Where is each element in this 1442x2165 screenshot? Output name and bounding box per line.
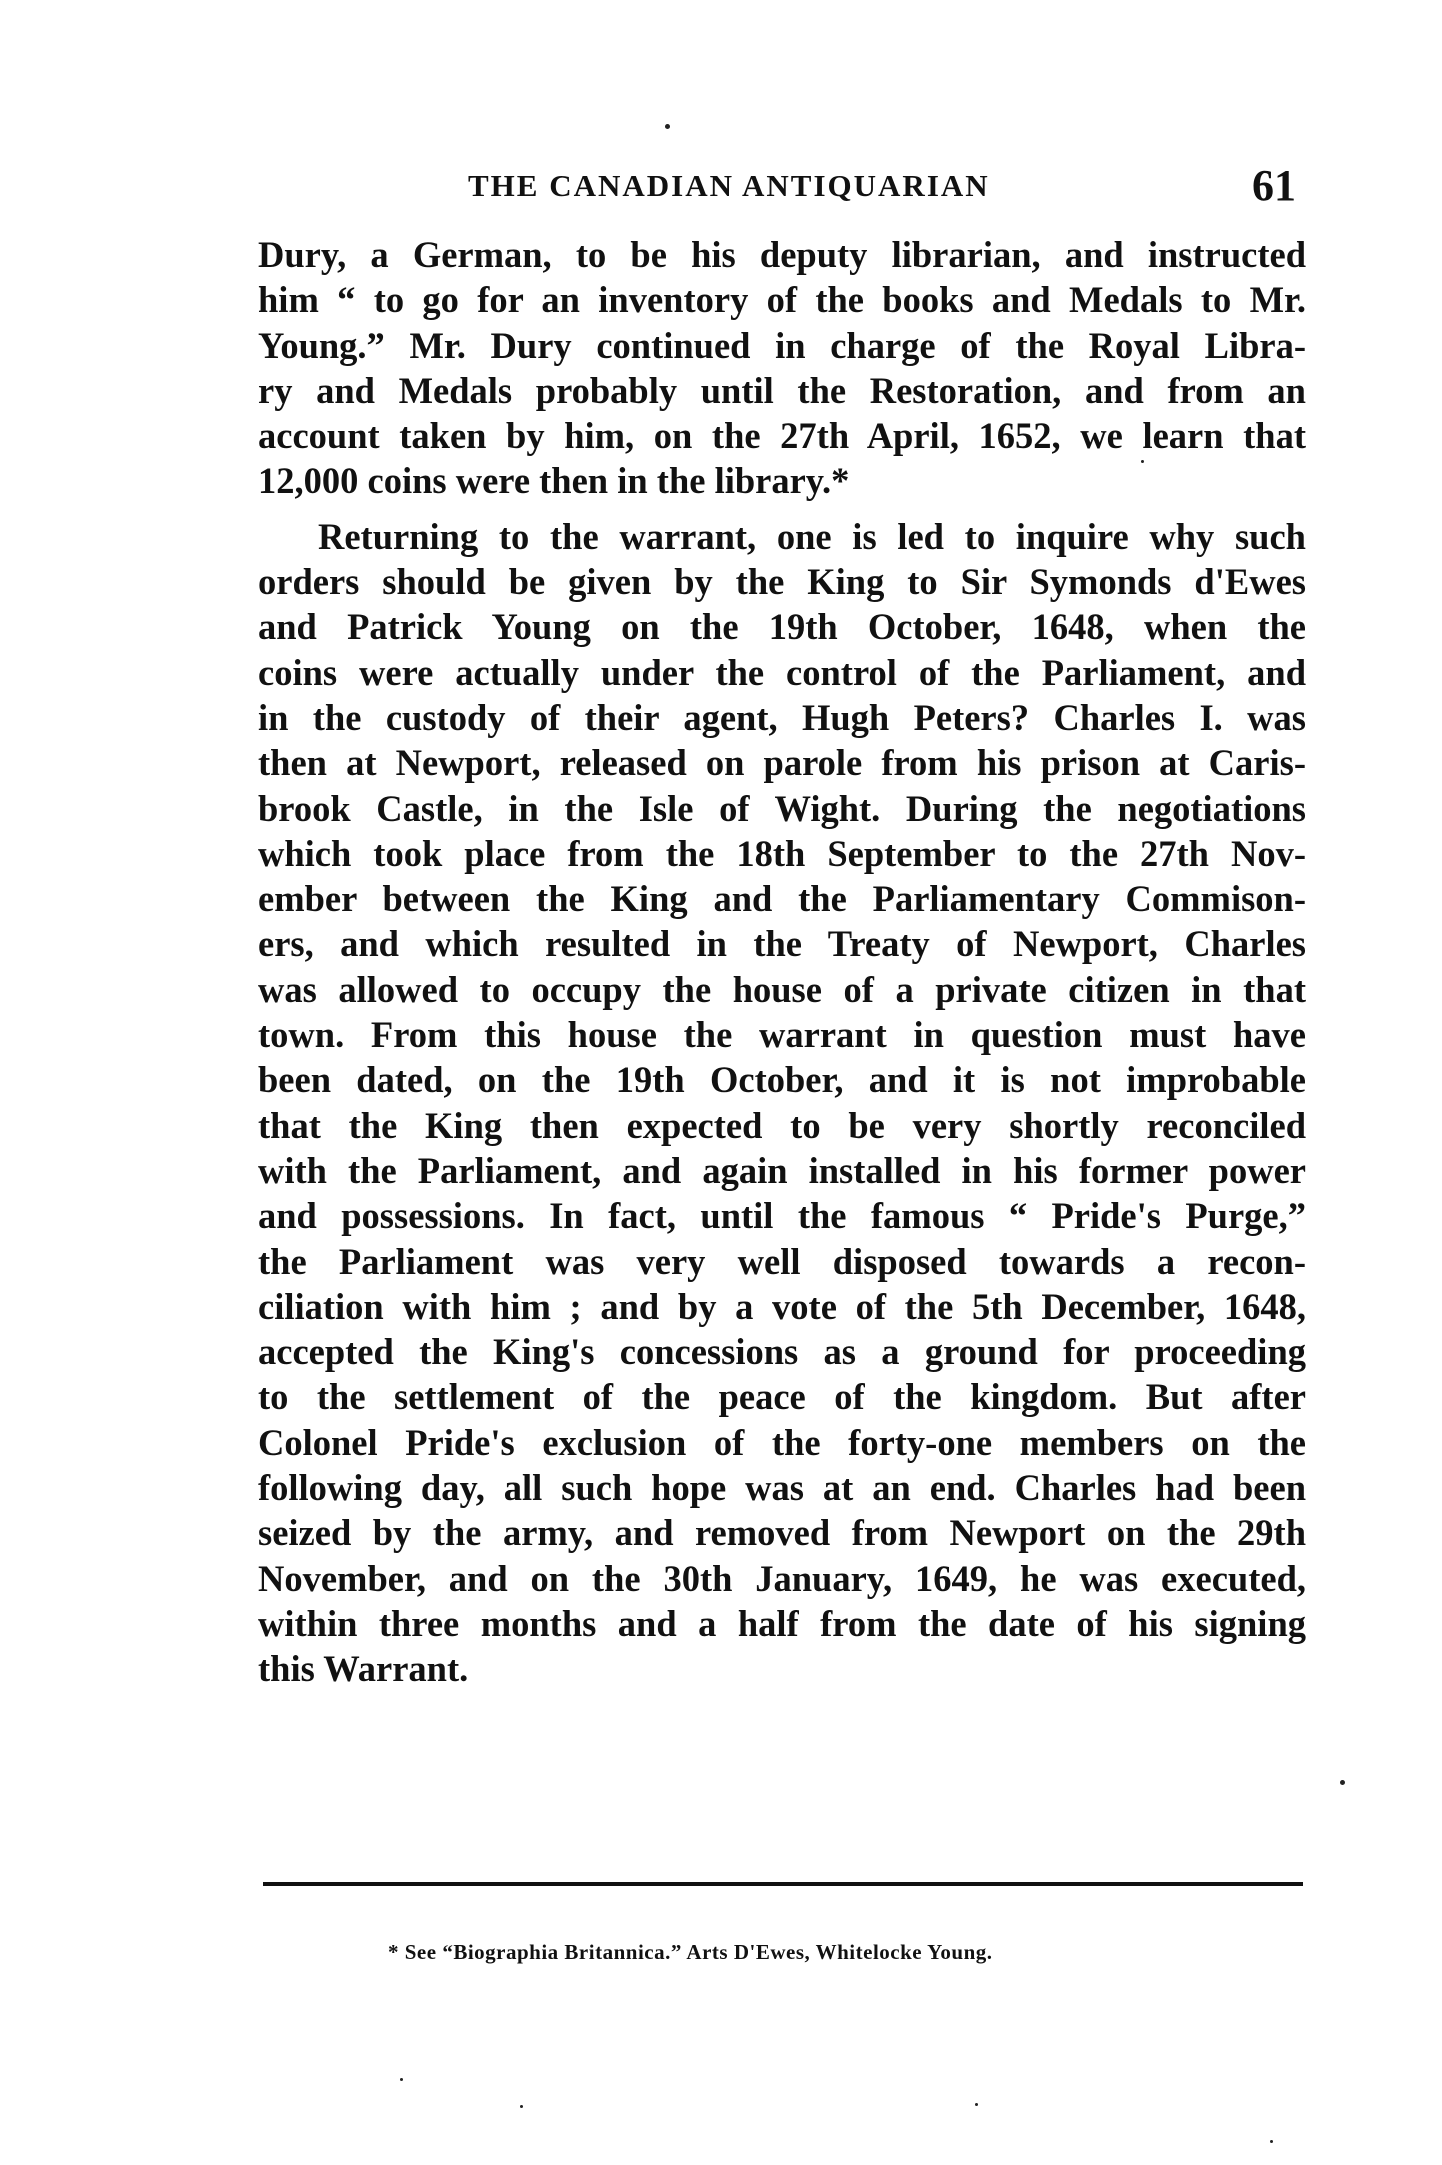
- text-line: brook Castle, in the Isle of Wight. During the negotiations: [258, 787, 1306, 829]
- page-number: 61: [1252, 161, 1296, 210]
- text-line: ciliation with him ; and by a vote of the 5th December, 1648,: [258, 1285, 1306, 1327]
- text-line: this Warrant.: [258, 1648, 469, 1690]
- text-line: in the custody of their agent, Hugh Peters? Charles I. was: [258, 696, 1306, 738]
- text-line: been dated, on the 19th October, and it is not improbable: [258, 1059, 1306, 1101]
- text-line: 12,000 coins were then in the library.*: [258, 460, 850, 502]
- print-speck: [665, 124, 670, 129]
- footnote: * See “Biographia Britannica.” Arts D'Ewes, Whitelocke Young.: [388, 1940, 993, 1964]
- text-line: that the King then expected to be very shortly reconciled: [258, 1104, 1306, 1146]
- text-line: ry and Medals probably until the Restoration, and from an: [258, 369, 1306, 411]
- text-line: then at Newport, released on parole from his prison at Caris-: [258, 742, 1306, 784]
- text-line: the Parliament was very well disposed towards a recon-: [258, 1240, 1306, 1282]
- text-line: seized by the army, and removed from Newport on the 29th: [258, 1512, 1306, 1554]
- text-line: and Patrick Young on the 19th October, 1648, when the: [258, 606, 1306, 648]
- text-line: Young.” Mr. Dury continued in charge of the Royal Libra-: [258, 324, 1306, 366]
- print-speck: [1270, 2140, 1273, 2143]
- text-line: within three months and a half from the date of his signing: [258, 1602, 1306, 1644]
- text-line: him “ to go for an inventory of the books and Medals to Mr.: [258, 279, 1306, 321]
- text-line: orders should be given by the King to Sir Symonds d'Ewes: [258, 561, 1306, 603]
- text-line: with the Parliament, and again installed in his former power: [258, 1149, 1306, 1191]
- text-line: which took place from the 18th September to the 27th Nov-: [258, 832, 1306, 874]
- text-line: town. From this house the warrant in question must have: [258, 1014, 1306, 1056]
- text-line: ember between the King and the Parliamentary Commison-: [258, 878, 1306, 920]
- text-line: account taken by him, on the 27th April, 1652, we learn that: [258, 415, 1306, 457]
- print-speck: [1340, 1780, 1345, 1785]
- running-title: THE CANADIAN ANTIQUARIAN: [468, 168, 990, 203]
- text-line: and possessions. In fact, until the famous “ Pride's Purge,”: [258, 1195, 1306, 1237]
- running-head: [258, 160, 1306, 220]
- text-line: coins were actually under the control of the Parliament, and: [258, 651, 1306, 693]
- text-line: to the settlement of the peace of the kingdom. But after: [258, 1376, 1306, 1418]
- text-line: was allowed to occupy the house of a private citizen in that: [258, 968, 1306, 1010]
- text-line: accepted the King's concessions as a ground for proceeding: [258, 1331, 1306, 1373]
- print-speck: [400, 2078, 403, 2081]
- text-line: November, and on the 30th January, 1649, he was executed,: [258, 1557, 1306, 1599]
- text-line: Colonel Pride's exclusion of the forty-one members on the: [258, 1421, 1306, 1463]
- text-line: Returning to the warrant, one is led to inquire why such: [318, 515, 1306, 557]
- text-line: following day, all such hope was at an end. Charles had been: [258, 1467, 1306, 1509]
- paragraph-returning: [258, 514, 1306, 1692]
- print-speck: [975, 2103, 978, 2106]
- footnote-rule: [263, 1882, 1303, 1886]
- body-text: [258, 232, 1306, 1692]
- text-line: Dury, a German, to be his deputy librarian, and instructed: [258, 234, 1306, 275]
- text-line: ers, and which resulted in the Treaty of Newport, Charles: [258, 923, 1306, 965]
- print-speck: [520, 2105, 523, 2108]
- paragraph-continuation: [258, 232, 1306, 504]
